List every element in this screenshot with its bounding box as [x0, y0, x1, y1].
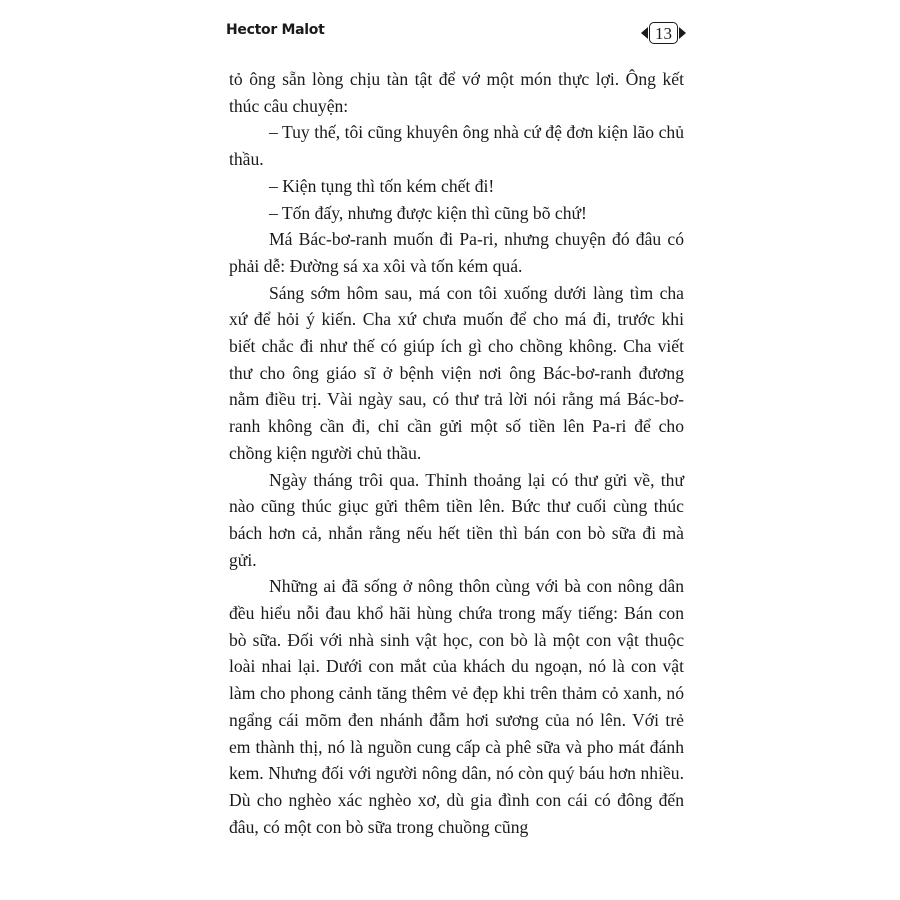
paragraph-3: – Kiện tụng thì tốn kém chết đi!: [269, 175, 495, 196]
paragraph-5: Má Bác-bơ-ranh muốn đi Pa-ri, nhưng chuyện đó đâu có phải dễ: Đường sá xa xôi và tốn kém quá.: [229, 229, 684, 276]
paragraph-7: Ngày tháng trôi qua. Thỉnh thoảng lại có thư gửi về, thư nào cũng thúc giục gửi thêm tiền lên. Bức thư cuối cùng thúc bách hơn cả, nhắn rằng nếu hết tiền thì bán con bò sữa đi mà gửi.: [229, 469, 684, 570]
paragraph-1: tỏ ông sẵn lòng chịu tàn tật để vớ một món thực lợi. Ông kết thúc câu chuyện:: [229, 69, 684, 116]
arrow-left-icon: [641, 27, 648, 39]
running-header: [226, 20, 686, 46]
arrow-right-icon: [679, 27, 686, 39]
paragraph-4: – Tốn đấy, nhưng được kiện thì cũng bõ chứ!: [269, 202, 587, 223]
paragraph-6: Sáng sớm hôm sau, má con tôi xuống dưới làng tìm cha xứ để hỏi ý kiến. Cha xứ chưa muốn để cho má đi, trước khi biết chắc đi như thế có giúp ích gì cho chồng không. Cha viết thư cho ông giáo sĩ ở bệnh viện nơi ông Bác-bơ-ranh đương nằm điều trị. Vài ngày sau, có thư trả lời nói rằng má Bác-bơ-ranh không cần đi, chỉ cần gửi một số tiền lên Pa-ri để cho chồng kiện người chủ thầu.: [229, 282, 684, 463]
body-text: [229, 66, 684, 840]
paragraph-2: – Tuy thế, tôi cũng khuyên ông nhà cứ đệ đơn kiện lão chủ thầu.: [229, 122, 684, 170]
page-number-badge: [641, 20, 686, 46]
author-name: Hector Malot: [226, 22, 325, 38]
paragraph-8: Những ai đã sống ở nông thôn cùng với bà con nông dân đều hiểu nỗi đau khổ hãi hùng chứa trong mấy tiếng: Bán con bò sữa. Đối với nhà sinh vật học, con bò là một con vật thuộc loài nhai lại. Dưới con mắt của khách du ngoạn, nó là con vật làm cho phong cảnh tăng thêm vẻ đẹp khi trên thảm cỏ xanh, nó ngẩng cái mõm đen nhánh đẫm hơi sương của nó lên. Với trẻ em thành thị, nó là nguồn cung cấp cà phê sữa và pho mát đánh kem. Nhưng đối với người nông dân, nó còn quý báu hơn nhiều. Dù cho nghèo xác nghèo xơ, dù gia đình con cái có đông đến đâu, có một con bò sữa trong chuồng cũng: [229, 576, 684, 837]
page-number: 13: [649, 22, 678, 44]
